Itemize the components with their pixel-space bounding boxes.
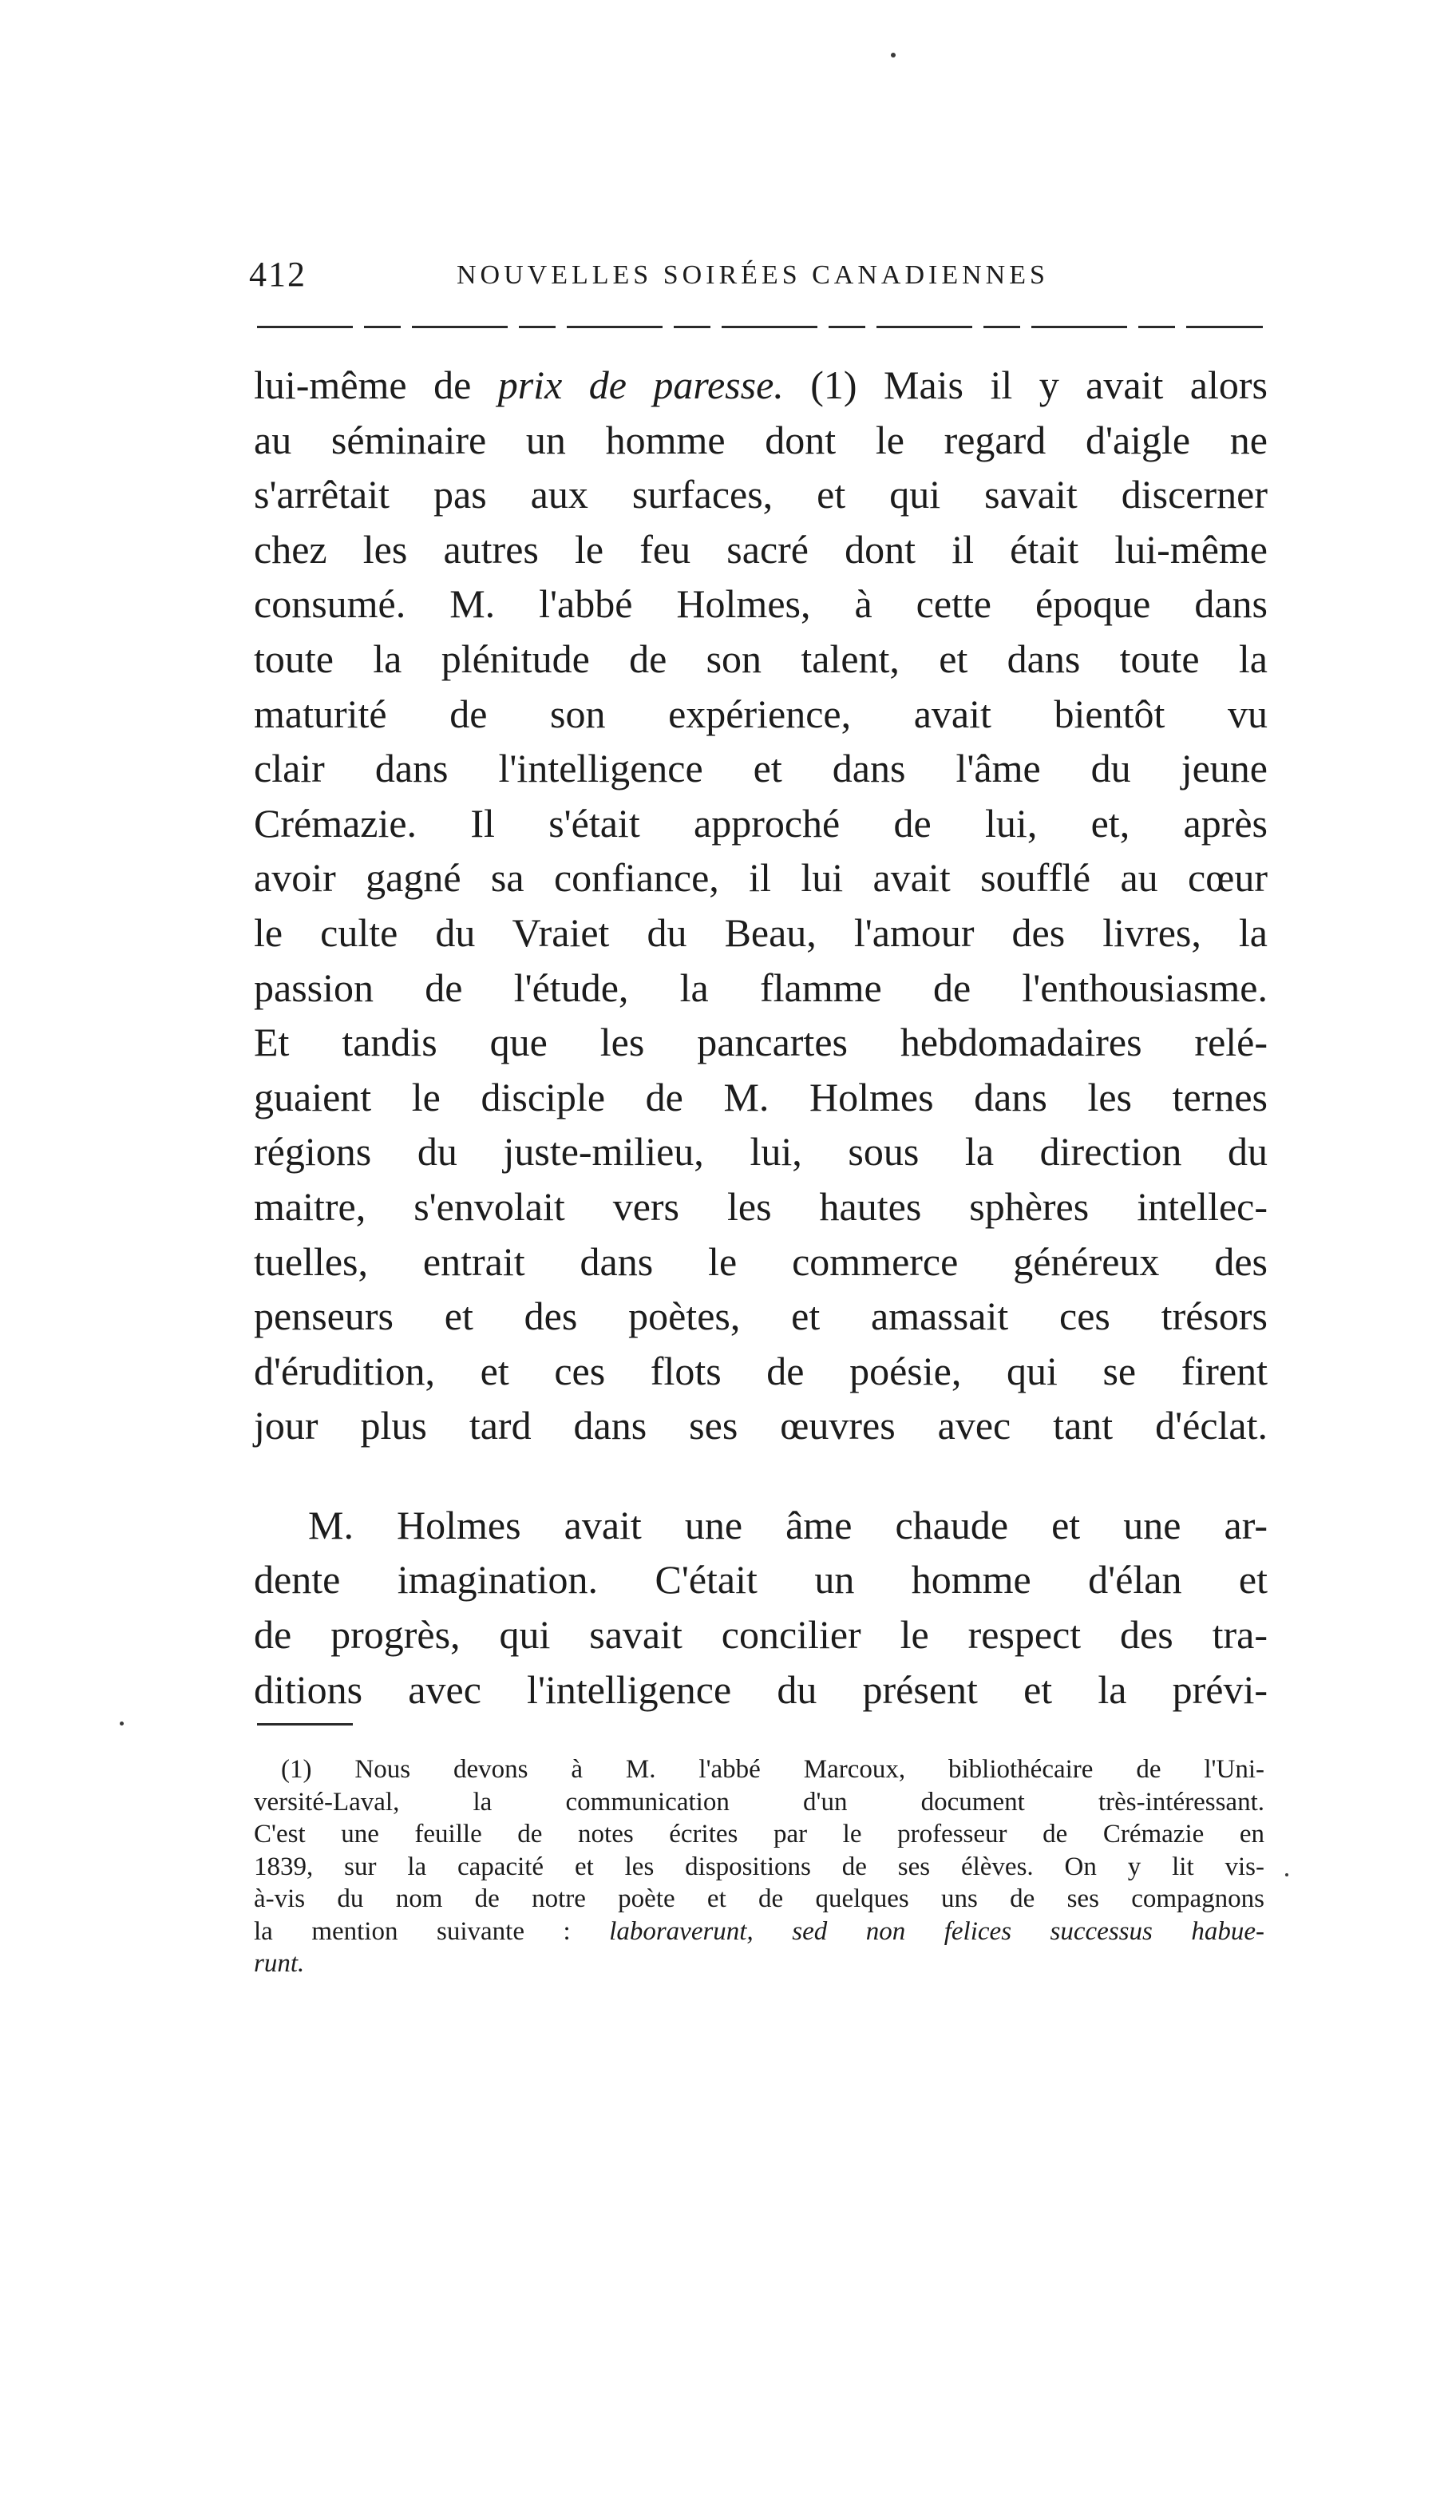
footnote-line: (1) Nous devons à M. l'abbé Marcoux, bibliothécaire de l'Uni- (281, 1755, 1264, 1784)
running-head (249, 254, 1263, 294)
text-line: penseurs et des poètes, et amassait ces trésors (254, 1294, 1268, 1339)
footnote (254, 1753, 1264, 1980)
text-line: s'arrêtait pas aux surfaces, et qui savait discerner (254, 472, 1268, 517)
ink-speck (891, 53, 896, 57)
text-line: maitre, s'envolait vers les hautes sphères intellec- (254, 1183, 1268, 1229)
text-line: Crémazie. Il s'était approché de lui, et, après (254, 800, 1268, 846)
text-line: maturité de son expérience, avait bientôt vu (254, 691, 1268, 736)
text-line: toute la plénitude de son talent, et dans toute la (254, 636, 1268, 681)
text-line: le culte du Vraiet du Beau, l'amour des livres, la (254, 909, 1268, 955)
footnote-line (254, 1947, 1264, 1980)
footnote-line: la mention suivante : laboraverunt, sed non felices successus habue- (254, 1916, 1264, 1946)
text-line: consumé. M. l'abbé Holmes, à cette époque dans (254, 581, 1268, 627)
ink-speck (1285, 1873, 1288, 1876)
text-line: chez les autres le feu sacré dont il était lui-même (254, 526, 1268, 572)
ink-speck (120, 1722, 124, 1726)
latin-quote-end: runt. (254, 1949, 305, 1978)
latin-quote: laboraverunt, sed non felices successus habue- (609, 1916, 1264, 1946)
text-line: passion de l'étude, la flamme de l'enthousiasme. (254, 965, 1268, 1010)
text-line: ditions avec l'intelligence du présent et la prévi- (254, 1666, 1268, 1712)
text-line: dente imagination. C'était un homme d'élan et (254, 1557, 1268, 1603)
paragraph-gap (254, 1453, 1268, 1498)
text-line: avoir gagné sa confiance, il lui avait soufflé au cœur (254, 855, 1268, 901)
paragraph-1 (254, 358, 1268, 1453)
text-line: régions du juste-milieu, lui, sous la direction du (254, 1129, 1268, 1175)
footnote-rule (257, 1723, 353, 1726)
header-rule (257, 326, 1263, 328)
body-text (254, 358, 1268, 1717)
paragraph-2 (254, 1498, 1268, 1717)
italic-phrase: prix de paresse. (497, 363, 784, 407)
text-line: d'érudition, et ces flots de poésie, qui se firent (254, 1348, 1268, 1393)
text-line: de progrès, qui savait concilier le respect des tra- (254, 1612, 1268, 1658)
footnote-line: versité-Laval, la communication d'un document très-intéressant. (254, 1787, 1264, 1817)
text-line: clair dans l'intelligence et dans l'âme du jeune (254, 746, 1268, 791)
running-title: NOUVELLES SOIRÉES CANADIENNES (457, 260, 1049, 290)
text-line: guaient le disciple de M. Holmes dans les ternes (254, 1074, 1268, 1119)
text-line: lui-même de prix de paresse. (1) Mais il y avait alors (254, 363, 1268, 407)
footnote-line: à-vis du nom de notre poète et de quelques uns de ses compagnons (254, 1884, 1264, 1913)
text-line: Et tandis que les pancartes hebdomadaires relé- (254, 1020, 1268, 1065)
text-line: M. Holmes avait une âme chaude et une ar- (308, 1502, 1268, 1547)
page-number: 412 (249, 255, 307, 294)
footnote-line: 1839, sur la capacité et les dispositions de ses élèves. On y lit vis- (254, 1852, 1264, 1881)
text-line: tuelles, entrait dans le commerce généreux des (254, 1238, 1268, 1284)
text-line: au séminaire un homme dont le regard d'aigle ne (254, 417, 1268, 462)
footnote-line: C'est une feuille de notes écrites par le professeur de Crémazie en (254, 1820, 1264, 1848)
text-line: jour plus tard dans ses œuvres avec tant d'éclat. (254, 1403, 1268, 1448)
